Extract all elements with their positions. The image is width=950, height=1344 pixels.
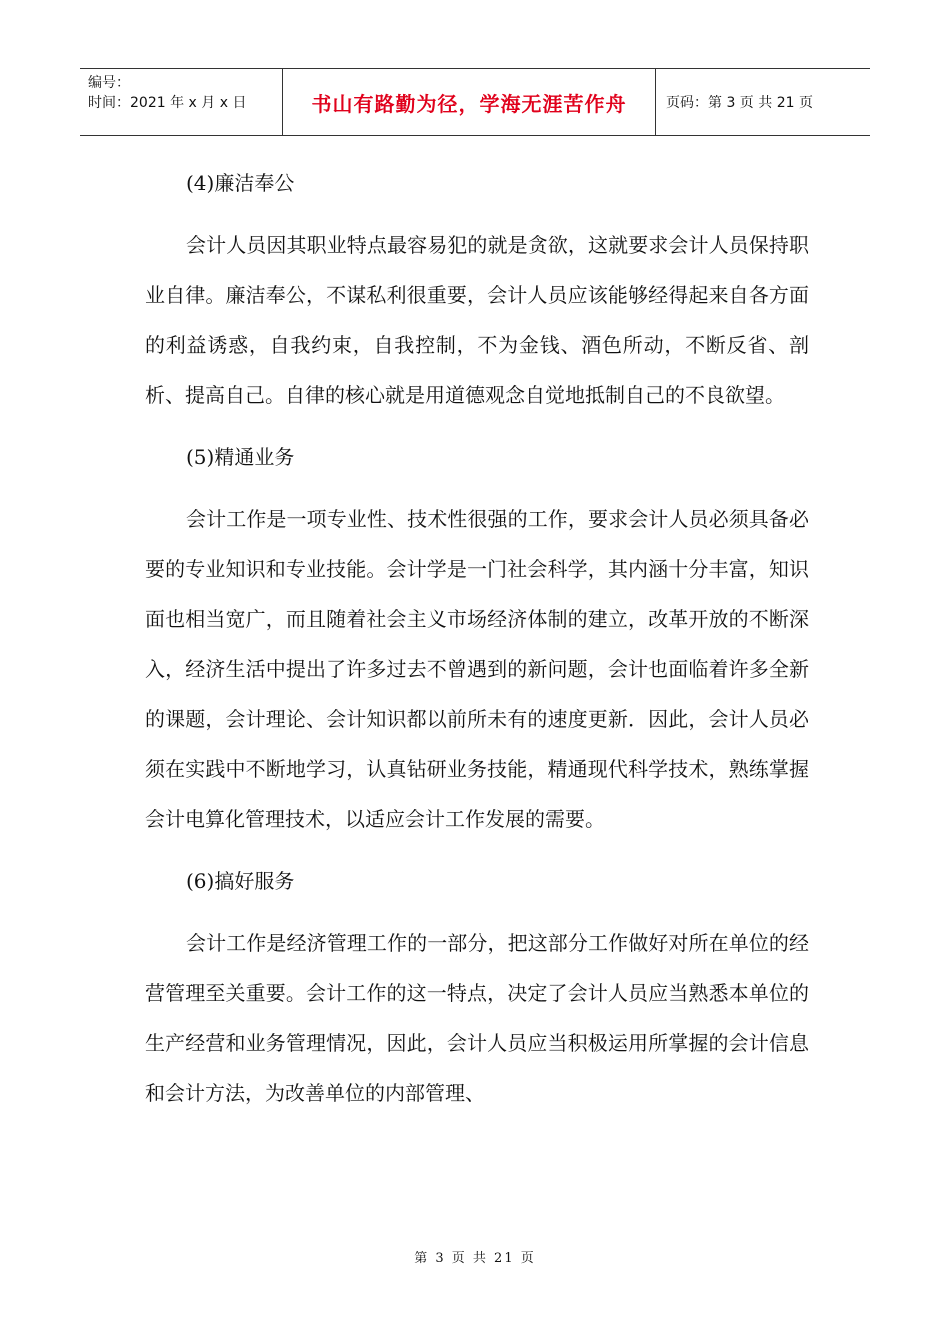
document-number-label: 编号： — [88, 75, 130, 91]
document-body — [145, 158, 809, 1118]
header-page-info: 页码：第 3 页 共 21 页 — [666, 95, 813, 111]
page-header — [80, 68, 870, 136]
document-time-label: 时间：2021 年 x 月 x 日 — [88, 95, 247, 111]
page-footer: 第 3 页 共 21 页 — [414, 1251, 536, 1266]
section-paragraph: 会计工作是一项专业性、技术性很强的工作，要求会计人员必须具备必要的专业知识和专业技能。会计学是一门社会科学，其内涵十分丰富，知识面也相当宽广，而且随着社会主义市场经济体制的建立，改革开放的不断深入，经济生活中提出了许多过去不曾遇到的新问题，会计也面临着许多全新的课题，会计理论、会计知识都以前所未有的速度更新．因此，会计人员必须在实践中不断地学习，认真钻研业务技能，精通现代科学技术，熟练掌握会计电算化管理技术，以适应会计工作发展的需要。 — [145, 507, 809, 831]
section-heading: (4)廉洁奉公 — [186, 171, 295, 195]
section-heading: (6)搞好服务 — [186, 869, 295, 893]
section-paragraph: 会计工作是经济管理工作的一部分，把这部分工作做好对所在单位的经营管理至关重要。会计工作的这一特点，决定了会计人员应当熟悉本单位的生产经营和业务管理情况，因此，会计人员应当积极运用所掌握的会计信息和会计方法，为改善单位的内部管理、 — [145, 931, 809, 1105]
header-motto: 书山有路勤为径，学海无涯苦作舟 — [283, 69, 656, 135]
section-heading: (5)精通业务 — [186, 445, 295, 469]
header-meta — [80, 69, 283, 135]
section-paragraph: 会计人员因其职业特点最容易犯的就是贪欲，这就要求会计人员保持职业自律。廉洁奉公，不谋私利很重要，会计人员应该能够经得起来自各方面的利益诱惑，自我约束，自我控制，不为金钱、酒色所动，不断反省、剖析、提高自己。自律的核心就是用道德观念自觉地抵制自己的不良欲望。 — [145, 233, 809, 407]
